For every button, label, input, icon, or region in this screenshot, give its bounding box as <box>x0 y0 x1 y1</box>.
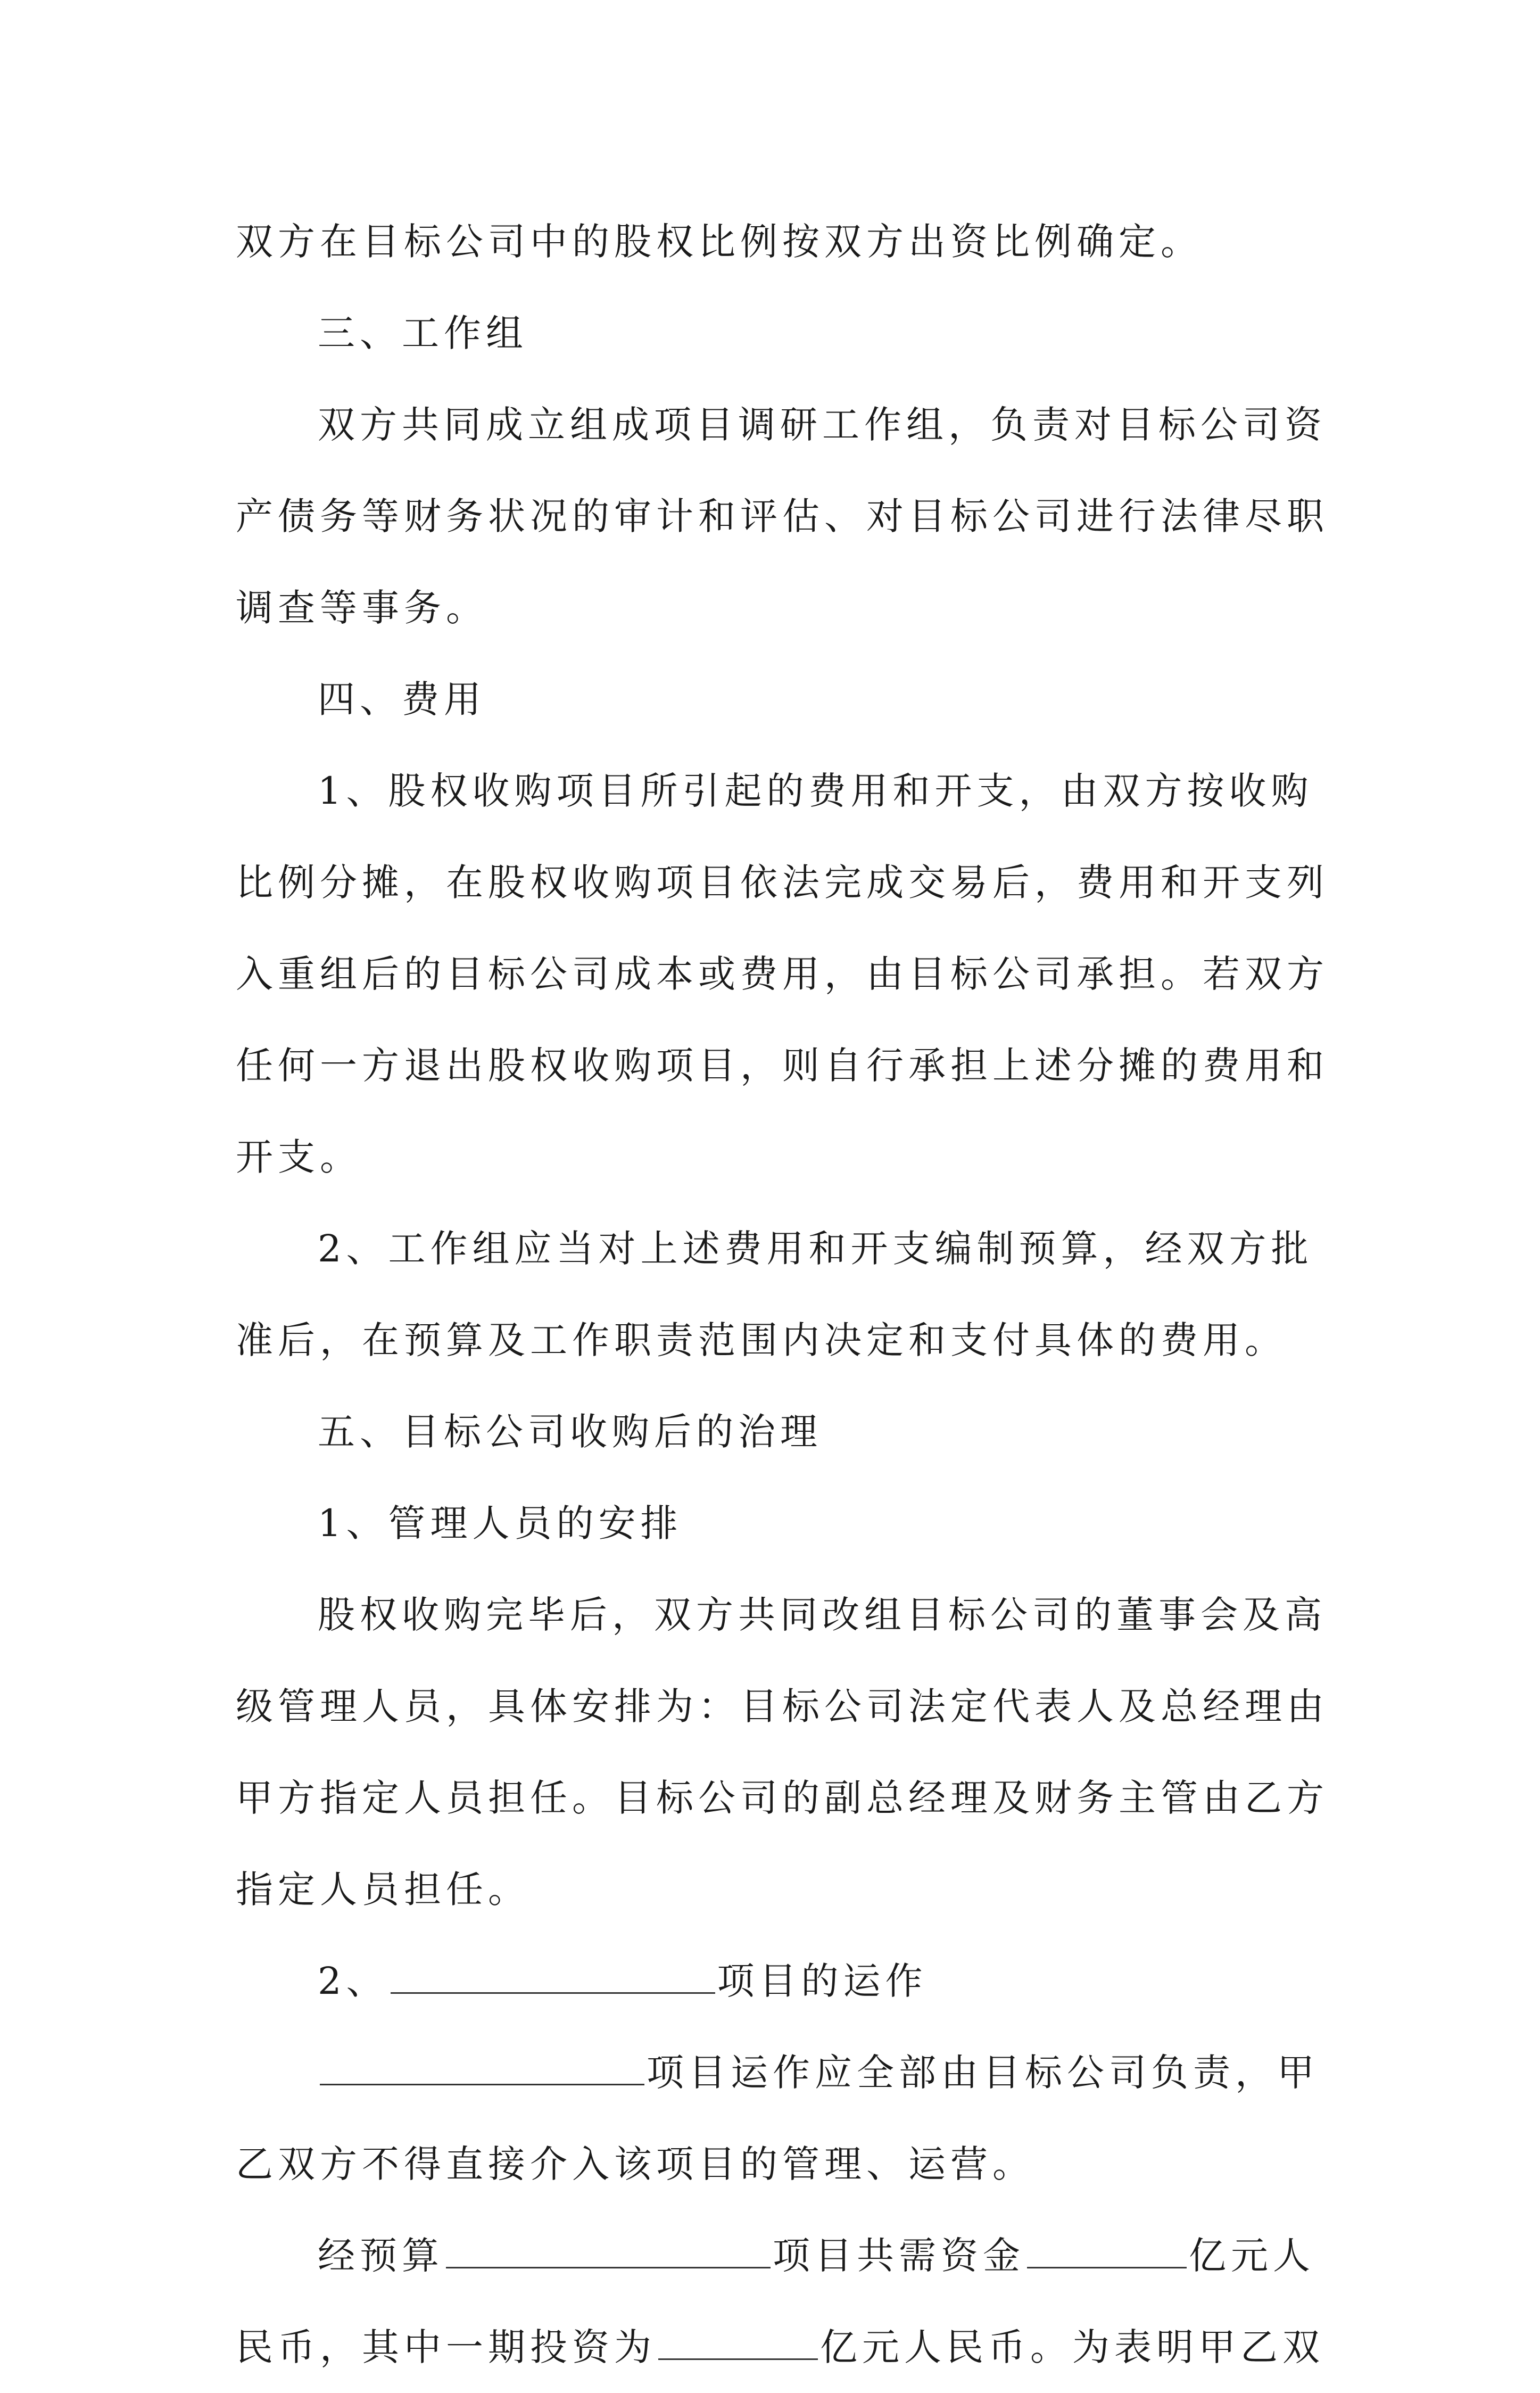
paragraph-line: 级管理人员，具体安排为：目标公司法定代表人及总经理由 <box>236 1685 1329 1728</box>
paragraph-line: 产债务等财务状况的审计和评估、对目标公司进行法律尽职 <box>236 494 1329 538</box>
text-fragment: 亿元人 <box>1189 2234 1315 2278</box>
paragraph-line: 乙双方不得直接介入该项目的管理、运营。 <box>236 2142 1034 2186</box>
text-fragment: 项目运作应全部由目标公司负责，甲 <box>647 2051 1319 2094</box>
fill-in-blank[interactable] <box>1027 2235 1187 2268</box>
text-fragment: 经预算 <box>318 2234 444 2278</box>
section-heading-working-group: 三、工作组 <box>318 311 528 355</box>
paragraph-line: 双方共同成立组成项目调研工作组，负责对目标公司资 <box>318 403 1327 447</box>
paragraph-line: 比例分摊，在股权收购项目依法完成交易后，费用和开支列 <box>236 861 1329 904</box>
paragraph-line: 入重组后的目标公司成本或费用，由目标公司承担。若双方 <box>236 952 1329 996</box>
paragraph-line: 2、工作组应当对上述费用和开支编制预算，经双方批 <box>318 1227 1313 1270</box>
text-fragment: 亿元人民币。为表明甲乙双 <box>820 2325 1324 2369</box>
text-fragment: 2、 <box>318 1959 388 2003</box>
paragraph-line: 股权收购完毕后，双方共同改组目标公司的董事会及高 <box>318 1593 1327 1637</box>
paragraph-line: 调查等事务。 <box>236 586 488 630</box>
section-heading-governance: 五、目标公司收购后的治理 <box>318 1410 822 1454</box>
subsection-heading-project-operation <box>236 1935 1321 2027</box>
paragraph-line: 任何一方退出股权收购项目，则自行承担上述分摊的费用和 <box>236 1044 1329 1087</box>
text-fragment: 项目的运作 <box>717 1959 928 2003</box>
paragraph-line: 开支。 <box>236 1135 362 1179</box>
document-body <box>236 196 1329 2393</box>
paragraph-line: 甲方指定人员担任。目标公司的副总经理及财务主管由乙方 <box>236 1776 1329 1820</box>
text-fragment: 项目共需资金 <box>773 2234 1025 2278</box>
text-fragment: 民币，其中一期投资为 <box>236 2325 656 2369</box>
paragraph-line <box>236 2210 1321 2301</box>
paragraph-line <box>236 2301 1324 2393</box>
fill-in-blank[interactable] <box>658 2326 818 2360</box>
paragraph-line: 指定人员担任。 <box>236 1868 530 1911</box>
section-heading-expenses: 四、费用 <box>318 678 486 721</box>
fill-in-blank[interactable] <box>446 2235 771 2268</box>
paragraph-line: 1、股权收购项目所引起的费用和开支，由双方按收购 <box>318 769 1313 813</box>
subsection-heading-management: 1、管理人员的安排 <box>318 1501 683 1545</box>
fill-in-blank[interactable] <box>391 1960 715 1994</box>
paragraph-line: 准后，在预算及工作职责范围内决定和支付具体的费用。 <box>236 1318 1287 1362</box>
fill-in-blank[interactable] <box>320 2052 644 2085</box>
paragraph-line: 双方在目标公司中的股权比例按双方出资比例确定。 <box>236 220 1203 263</box>
paragraph-line <box>236 2027 1321 2118</box>
